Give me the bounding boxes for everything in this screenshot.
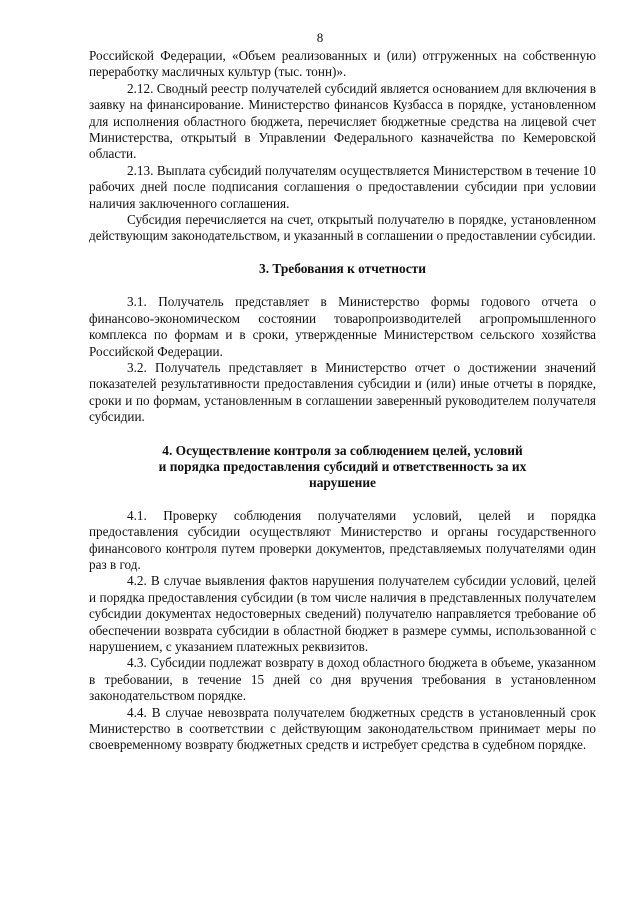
paragraph-4-4: 4.4. В случае невозврата получателем бюджетных средств в установленный срок Министерство в соответствии с действующим законодательством принимает меры по своевременному возврату бюджетных средств и истребует средства в судебном порядке. xyxy=(89,704,596,753)
section-4-heading-line-1: 4. Осуществление контроля за соблюдением целей, условий xyxy=(162,442,523,458)
paragraph-2-12: 2.12. Сводный реестр получателей субсидий является основанием для включения в заявку на финансирование. Министерство финансов Кузбасса в порядке, установленном для исполнения областного бюджета, перечисляет бюджетные средства на лицевой счет Министерства, открытый в Управлении Федерального казначейства по Кемеровской области. xyxy=(89,80,596,162)
section-3-heading: 3. Требования к отчетности xyxy=(259,260,426,276)
section-4-heading xyxy=(89,443,596,492)
document-body xyxy=(89,48,596,754)
paragraph-2-13: 2.13. Выплата субсидий получателям осуществляется Министерством в течение 10 рабочих дней после подписания соглашения о предоставлении субсидии при условии наличия заключенного соглашения. xyxy=(89,162,596,211)
paragraph-4-3: 4.3. Субсидии подлежат возврату в доход областного бюджета в объеме, указанном в требовании, в течение 15 дней со дня вручения требования в установленном законодательством порядке. xyxy=(89,655,596,704)
page-number: 8 xyxy=(316,30,324,45)
section-4-heading-line-3: нарушение xyxy=(309,475,376,491)
paragraph-4-2: 4.2. В случае выявления фактов нарушения получателем субсидии условий, целей и порядка предоставления субсидии (в том числе наличия в представленных получателем субсидии документах недостоверных сведений) получателю направляется требование об обеспечении возврата субсидии в областной бюджет в размере суммы, использованной с нарушением, с указанием платежных реквизитов. xyxy=(89,573,596,654)
paragraph-4-1: 4.1. Проверку соблюдения получателями условий, целей и порядка предоставления субсидии осуществляют Министерство и органы государственного финансового контроля путем проверки документов, представляемых получателями один раз в год. xyxy=(89,507,596,572)
paragraph-2-11-tail: Российской Федерации, «Объем реализованных и (или) отгруженных на собственную переработку масличных культур (тыс. тонн)». xyxy=(89,48,596,80)
paragraph-3-1: 3.1. Получатель представляет в Министерство формы годового отчета о финансово-экономическом состоянии товаропроизводителей агропромышленного комплекса по формам и в сроки, утвержденные Министерством сельского хозяйства Российской Федерации. xyxy=(89,294,596,359)
paragraph-3-2: 3.2. Получатель представляет в Министерство отчет о достижении значений показателей результативности предоставления субсидии и (или) иные отчеты в порядке, сроки и по формам, установленным в соглашении заверенный руководителем получателя субсидии. xyxy=(89,359,596,425)
paragraph-2-13-subsidy-transfer: Субсидия перечисляется на счет, открытый получателю в порядке, установленном действующим законодательством, и указанный в соглашении о предоставлении субсидии. xyxy=(89,212,596,244)
section-4-heading-line-2: и порядка предоставления субсидий и ответственность за их xyxy=(158,458,527,474)
